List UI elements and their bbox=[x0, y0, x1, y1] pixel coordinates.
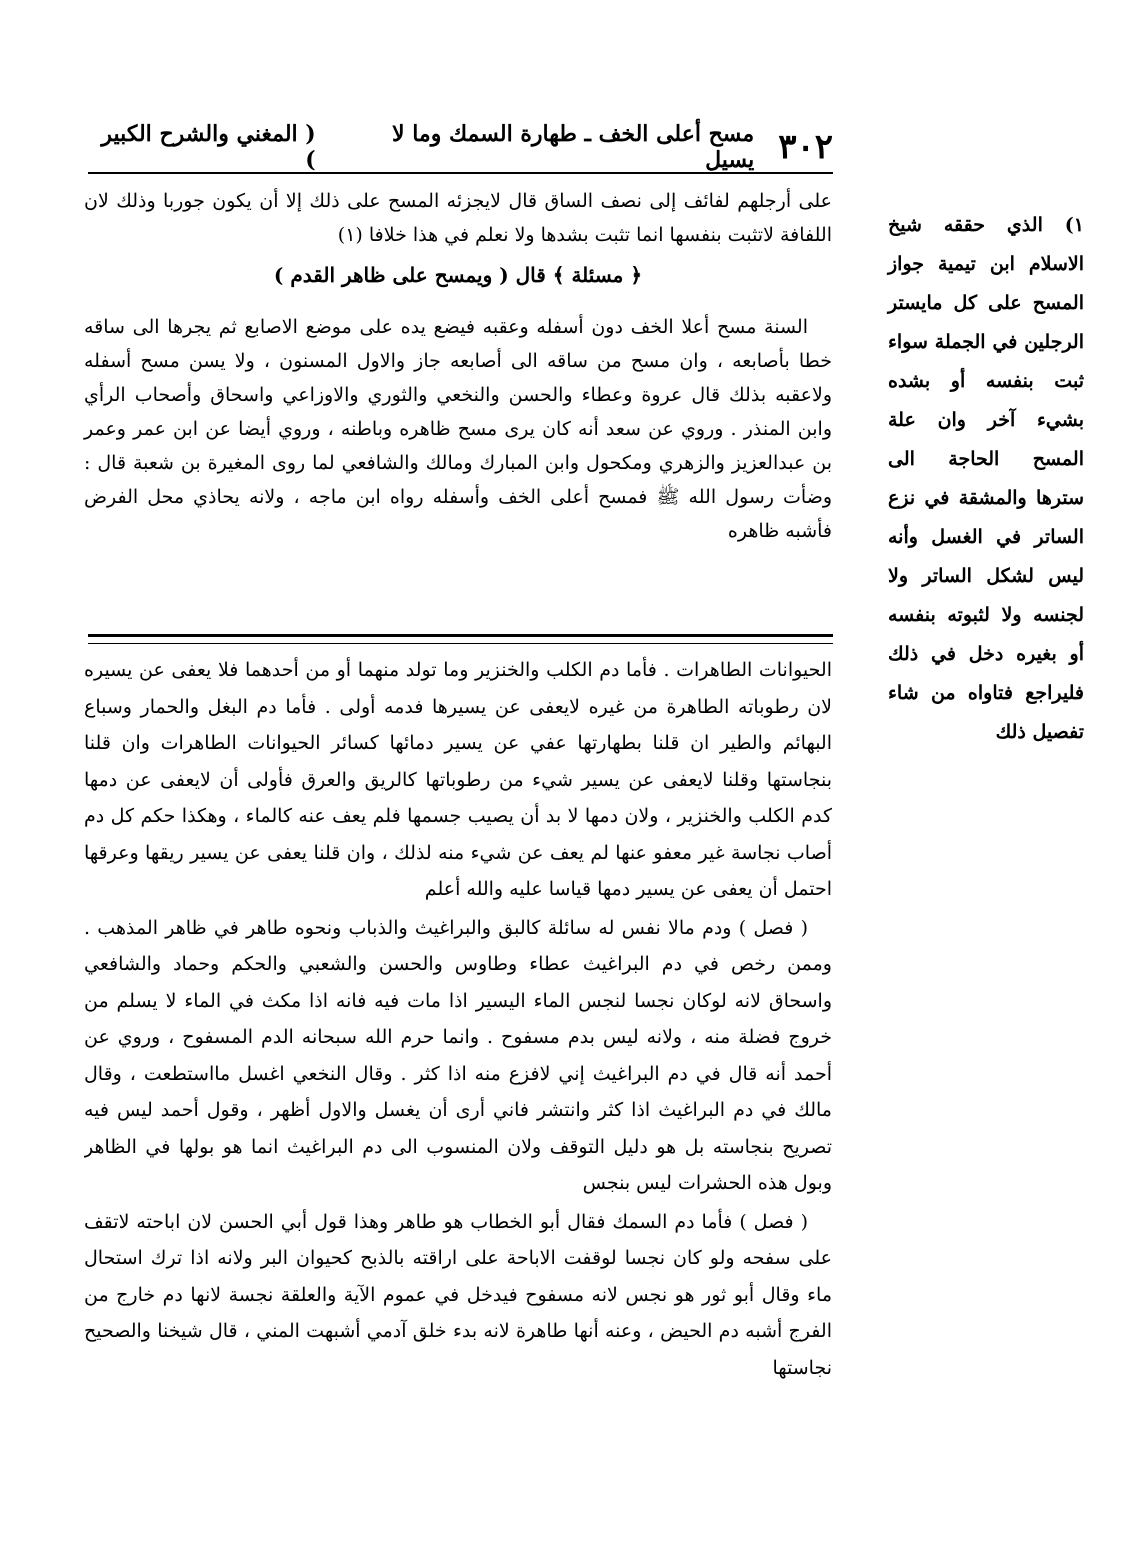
continuation-line-2: اللفافة لاتثبت بنفسها انما تثبت بشدها ولا نعلم في هذا خلافا (١) bbox=[337, 224, 832, 246]
sharh-paragraph-3: ( فصل ) فأما دم السمك فقال أبو الخطاب هو طاهر وهذا قول أبي الحسن لان اباحته لاتقف على سفحه ولو كان نجسا لوقفت الاباحة على اراقته بالذبح كحيوان البر ولانه اذا ترك استحال ماء وقال أبو ثور هو نجس لانه مسفوح فيدخل في عموم الآية والعلقة نجسة لانها دم خارج من الفرج أشبه دم الحيض ، وعنه أنها طاهرة لانه بدء خلق آدمي أشبهت المني ، قال شيخنا والصحيح نجاستها bbox=[84, 1210, 832, 1379]
margin-footnote: ١) الذي حققه شيخ الاسلام ابن تيمية جواز المسح على كل مايستر الرجلين في الجملة سواء ثبت بنفسه أو بشده بشيء آخر وان علة المسح الحاجة الى سترها والمشقة في نزع الساتر في الغسل وأنه ليس لشكل الساتر ولا لجنسه ولا لثبوته بنفسه أو بغيره دخل في ذلك فليراجع فتاواه من شاء تفصيل ذلك bbox=[888, 214, 1084, 743]
upper-text-block bbox=[84, 184, 832, 548]
book-title: ( المغني والشرح الكبير ) bbox=[101, 121, 316, 173]
continuation-line-1: على أرجلهم لفائف إلى نصف الساق قال لايجزئه المسح على ذلك إلا أن يكون جوربا وذلك لان bbox=[84, 190, 832, 212]
issue-heading: ﴿ مسئلة ﴾ قال ( ويمسح على ظاهر القدم ) bbox=[273, 263, 643, 287]
header-rule bbox=[88, 172, 833, 174]
running-title: مسح أعلى الخف ـ طهارة السمك وما لا يسيل bbox=[392, 121, 755, 173]
lower-text-block bbox=[84, 652, 832, 1552]
section-divider bbox=[88, 634, 833, 644]
sharh-paragraph-1: الحيوانات الطاهرات . فأما دم الكلب والخنزير وما تولد منهما أو من أحدهما فلا يعفى عن يسيره لان رطوباته الطاهرة من غيره لايعفى عن يسيرها فدمه أولى . فأما دم البغل والحمار وسباع البهائم والطير ان قلنا بطهارتها عفي عن يسير دمائها كسائر الحيوانات الطاهرات وان قلنا بنجاستها وقلنا لايعفى عن يسير شيء من رطوباتها كالريق والعرق فأولى أن لايعفى عن دمها كدم الكلب والخنزير ، ولان دمها لا بد أن يصيب جسمها فلم يعف عنه كالماء ، وهكذا حكم كل دم أصاب نجاسة غير معفو عنها لم يعف عن شيء منه لذلك ، وان قلنا يعفى عن يسير ريقها وعرقها احتمل أن يعفى عن يسير دمها قياسا عليه والله أعلم bbox=[84, 659, 832, 900]
page-header bbox=[88, 118, 833, 176]
sharh-paragraph-2: ( فصل ) ودم مالا نفس له سائلة كالبق والبراغيث والذباب ونحوه طاهر في ظاهر المذهب . وممن رخص في دم البراغيث عطاء وطاوس والحسن والشعبي والحكم وحماد والشافعي واسحاق لانه لوكان نجسا لنجس الماء اليسير اذا مات فيه فانه اذا مكث في الماء لا يسلم من خروج فضلة منه ، ولانه ليس بدم مسفوح . وانما حرم الله سبحانه الدم المسفوح ، وروي عن أحمد أنه قال في دم البراغيث إني لافزع منه اذا كثر . وقال النخعي اغسل مااستطعت ، وقال مالك في دم البراغيث اذا كثر وانتشر فاني أرى أن يغسل والاول أظهر ، وقول أحمد ليس فيه تصريح بنجاسته بل هو دليل التوقف ولان المنسوب الى دم البراغيث انما هو بولها في الظاهر وبول هذه الحشرات ليس بنجس bbox=[84, 916, 832, 1194]
commentary-paragraph: السنة مسح أعلا الخف دون أسفله وعقبه فيضع يده على موضع الاصابع ثم يجرها الى ساقه خطا بأصابعه ، وان مسح من ساقه الى أصابعه جاز والاول المسنون ، ولا يسن مسح أسفله ولاعقبه بذلك قال عروة وعطاء والحسن والنخعي والثوري والاوزاعي واسحاق وأصحاب الرأي وابن المنذر . وروي عن سعد أنه كان يرى مسح ظاهره وباطنه ، وروي أيضا عن ابن عمر وعمر بن عبدالعزيز والزهري ومكحول وابن المبارك ومالك والشافعي لما روى المغيرة بن شعبة قال : وضأت رسول الله ﷺ فمسح أعلى الخف وأسفله رواه ابن ماجه ، ولانه يحاذي محل الفرض فأشبه ظاهره bbox=[84, 316, 832, 542]
page-number: ٣٠٢ bbox=[778, 127, 833, 167]
